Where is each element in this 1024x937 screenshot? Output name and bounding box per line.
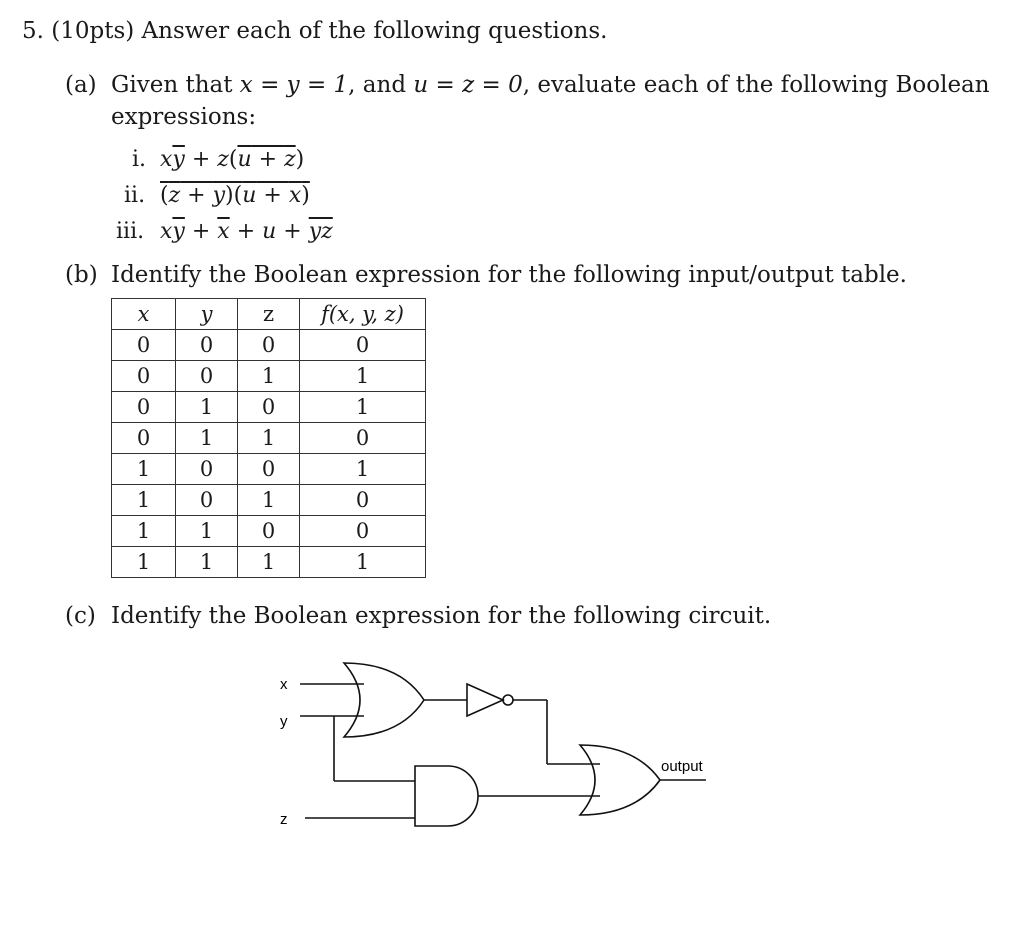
header-z: z (238, 299, 300, 330)
table-cell: 1 (238, 361, 300, 392)
table-cell: 0 (112, 361, 176, 392)
header-y: y (176, 299, 238, 330)
header-x: x (112, 299, 176, 330)
label-z: z (280, 811, 288, 828)
part-a-pre: Given that (111, 72, 240, 98)
item-ii-expression: (z + y)(u + x) (160, 183, 310, 208)
table-cell: 1 (238, 485, 300, 516)
label-x: x (280, 676, 288, 693)
part-a-mid: , and (348, 72, 414, 98)
part-c-text: Identify the Boolean expression for the following circuit. (111, 603, 772, 629)
table-cell: 1 (176, 423, 238, 454)
item-i-expression: $x\overline{y} + z(u + z)$ (160, 147, 305, 172)
table-cell: 1 (112, 547, 176, 578)
table-cell: 0 (238, 516, 300, 547)
part-a-post: , evaluate each of the following Boolean (522, 72, 990, 98)
table-cell: 1 (238, 547, 300, 578)
table-cell: 0 (112, 330, 176, 361)
table-cell: 0 (300, 423, 426, 454)
table-cell: 0 (112, 392, 176, 423)
or-gate-2 (580, 745, 660, 815)
part-a-label: (a) (65, 72, 97, 98)
part-b-label: (b) (65, 262, 98, 288)
table-cell: 1 (112, 485, 176, 516)
not-gate (467, 684, 503, 716)
table-cell: 0 (176, 454, 238, 485)
part-a-vars2: u = z = 0 (413, 72, 523, 98)
part-c-label: (c) (65, 603, 96, 629)
item-iii-number: iii. (116, 219, 145, 244)
table-cell: 0 (300, 516, 426, 547)
table-cell: 1 (300, 454, 426, 485)
table-cell: 1 (112, 516, 176, 547)
part-a-vars1: x = y = 1 (239, 72, 349, 98)
item-i-number: i. (132, 147, 147, 172)
item-ii-number: ii. (124, 183, 146, 208)
table-cell: 1 (176, 547, 238, 578)
table-cell: 0 (112, 423, 176, 454)
question-heading: 5. (10pts) Answer each of the following questions. (22, 18, 608, 44)
table-cell: 1 (238, 423, 300, 454)
table-cell: 1 (176, 516, 238, 547)
table-cell: 1 (300, 547, 426, 578)
header-f: f(x, y, z) (300, 299, 426, 330)
table-cell: 0 (238, 454, 300, 485)
part-a-line2: expressions: (111, 104, 257, 130)
part-b-text: Identify the Boolean expression for the following input/output table. (111, 262, 907, 288)
table-cell: 1 (112, 454, 176, 485)
table-cell: 0 (238, 392, 300, 423)
or-gate-1 (344, 663, 424, 737)
table-cell: 1 (176, 392, 238, 423)
table-cell: 0 (238, 330, 300, 361)
item-iii-expression: $x\overline{y} + \overline{x} + u + \overline{yz}$ (160, 219, 333, 244)
table-cell: 0 (176, 485, 238, 516)
label-output: output (661, 758, 703, 775)
table-cell: 0 (300, 330, 426, 361)
table-cell: 0 (300, 485, 426, 516)
and-gate (415, 766, 478, 826)
table-cell: 0 (176, 361, 238, 392)
label-y: y (280, 713, 288, 730)
table-cell: 1 (300, 392, 426, 423)
table-cell: 1 (300, 361, 426, 392)
table-cell: 0 (176, 330, 238, 361)
